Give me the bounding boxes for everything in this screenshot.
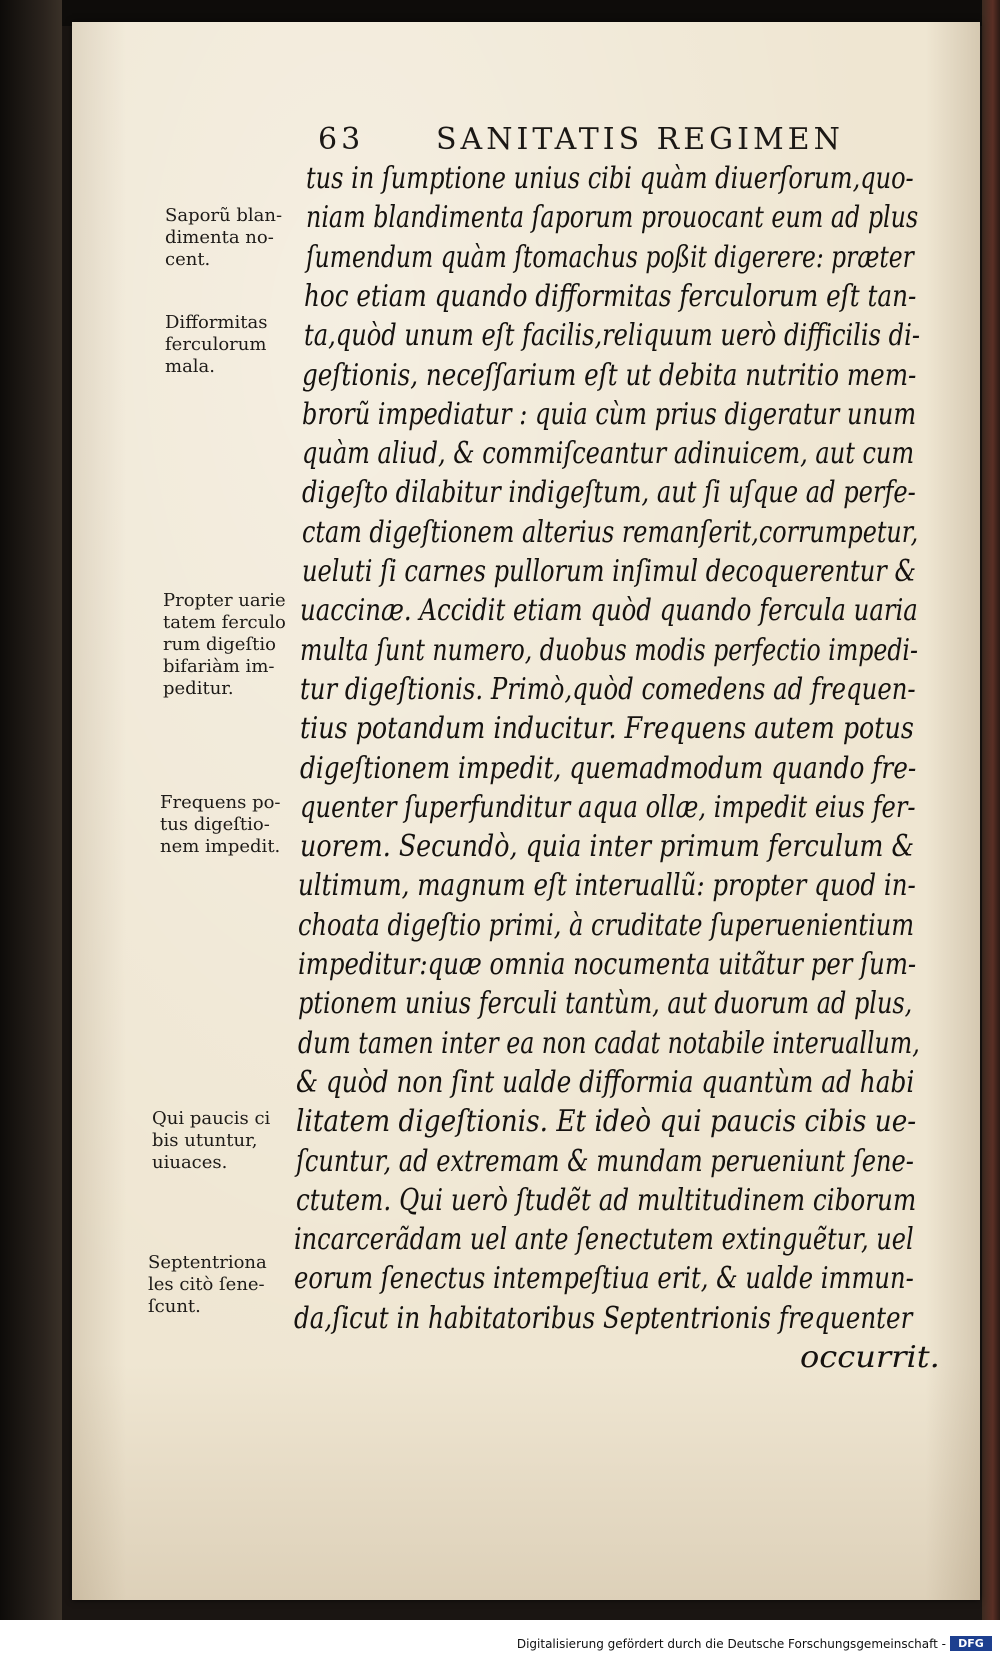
text-line: litatem digeſtionis. Et ideò qui paucis cibis ue- [296, 1104, 917, 1139]
footer-credit: Digitalisierung gefördert durch die Deutsche Forschungsgemeinschaft - [516, 1637, 946, 1651]
margin-note [160, 792, 281, 858]
scan-border-left [0, 0, 62, 1655]
margin-note-line: Difformitas [165, 312, 268, 333]
text-line: tus in ſumptione unius cibi quàm diuerſorum,quo- [306, 161, 914, 196]
running-title: SANITATIS REGIMEN [436, 122, 844, 157]
text-line: multa ſunt numero, duobus modis perfectio impedi- [300, 633, 918, 668]
text-line: ptionem unius ferculi tantùm, aut duorum ad plus, [298, 986, 913, 1021]
book-edge-right [982, 0, 1000, 1620]
margin-note-line: mala. [165, 356, 216, 377]
text-line: ueluti ſi carnes pullorum inſimul decoquerentur & [302, 554, 916, 589]
margin-note-line: Frequens po- [160, 792, 281, 813]
margin-note-line: Saporũ blan- [165, 205, 283, 226]
text-line: choata digeſtio primi, à cruditate ſuperuenientium [298, 908, 915, 943]
margin-note-line: peditur. [163, 678, 234, 699]
margin-note-line: bis utuntur, [152, 1130, 258, 1151]
text-line: geſtionis, neceſſarium eſt ut debita nutritio mem- [302, 358, 917, 393]
text-line: hoc etiam quando difformitas ferculorum eſt tan- [304, 279, 917, 314]
text-line: ta,quòd unum eſt facilis,reliquum uerò difficilis di- [304, 318, 920, 353]
text-line: uaccinæ. Accidit etiam quòd quando fercula uaria [300, 593, 918, 628]
text-line: ctutem. Qui uerò ſtudẽt ad multitudinem ciborum [296, 1183, 917, 1218]
margin-note-line: uiuaces. [152, 1152, 228, 1173]
text-line: niam blandimenta ſaporum prouocant eum ad plus [306, 200, 919, 235]
text-line: dum tamen inter ea non cadat notabile interuallum, [298, 1026, 920, 1061]
margin-note-line: dimenta no- [165, 227, 274, 248]
page-header [318, 122, 918, 158]
margin-note [165, 205, 282, 271]
text-line: ſumendum quàm ſtomachus poßit digerere: præter [306, 240, 914, 275]
text-line: ſcuntur, ad extremam & mundam perueniunt ſene- [296, 1144, 914, 1179]
text-line: quenter ſuperfunditur aqua ollæ, impedit eius fer- [300, 790, 916, 825]
text-line: impeditur:quæ omnia nocumenta uitãtur per ſum- [298, 947, 917, 982]
text-line: da,ſicut in habitatoribus Septentrionis frequenter [294, 1301, 913, 1336]
text-line: brorũ impediatur : quia cùm prius digeratur unum [302, 397, 917, 432]
margin-note-line: ſcunt. [148, 1296, 201, 1317]
margin-note-line: ferculorum [165, 334, 267, 355]
margin-note [163, 590, 286, 700]
margin-note [165, 312, 267, 378]
text-line: & quòd non ſint ualde difformia quantùm ad habi [296, 1065, 915, 1100]
text-line: quàm aliud, & commiſceantur adinuicem, aut cum [302, 436, 915, 471]
dfg-logo: DFG [950, 1636, 992, 1651]
text-line: ultimum, magnum eſt interuallũ: propter quod in- [298, 868, 916, 903]
text-line: uorem. Secundò, quia inter primum ferculum & [300, 829, 915, 864]
text-line: eorum ſenectus intempeſtiua erit, & ualde immun- [294, 1261, 914, 1296]
margin-note-line: nem impedit. [160, 836, 281, 857]
text-line: incarcerãdam uel ante ſenectutem extinguẽtur, uel [294, 1222, 914, 1257]
margin-note-line: cent. [165, 249, 211, 270]
text-line: ctam digeſtionem alterius remanſerit,corrumpetur, [302, 515, 919, 550]
text-line: digeſtionem impedit, quemadmodum quando fre- [300, 751, 917, 786]
margin-note-line: rum digeſtio [163, 634, 276, 655]
text-line: tius potandum inducitur. Frequens autem potus [300, 711, 914, 746]
margin-note-line: Propter uarie [163, 590, 286, 611]
margin-note-line: bifariàm im- [163, 656, 275, 677]
margin-note-line: Septentriona [148, 1252, 267, 1273]
margin-note [152, 1108, 270, 1174]
text-line: digeſto dilabitur indigeſtum, aut ſi uſque ad perfe- [302, 475, 916, 510]
margin-note-line: tatem ferculo [163, 612, 286, 633]
text-line: occurrit. [800, 1340, 940, 1375]
page-number: 63 [318, 122, 365, 157]
text-line: tur digeſtionis. Primò,quòd comedens ad frequen- [300, 672, 916, 707]
margin-note [148, 1252, 267, 1318]
margin-note-line: tus digeſtio- [160, 814, 270, 835]
margin-note-line: Qui paucis ci [152, 1108, 271, 1129]
margin-note-line: les citò ſene- [148, 1274, 265, 1295]
